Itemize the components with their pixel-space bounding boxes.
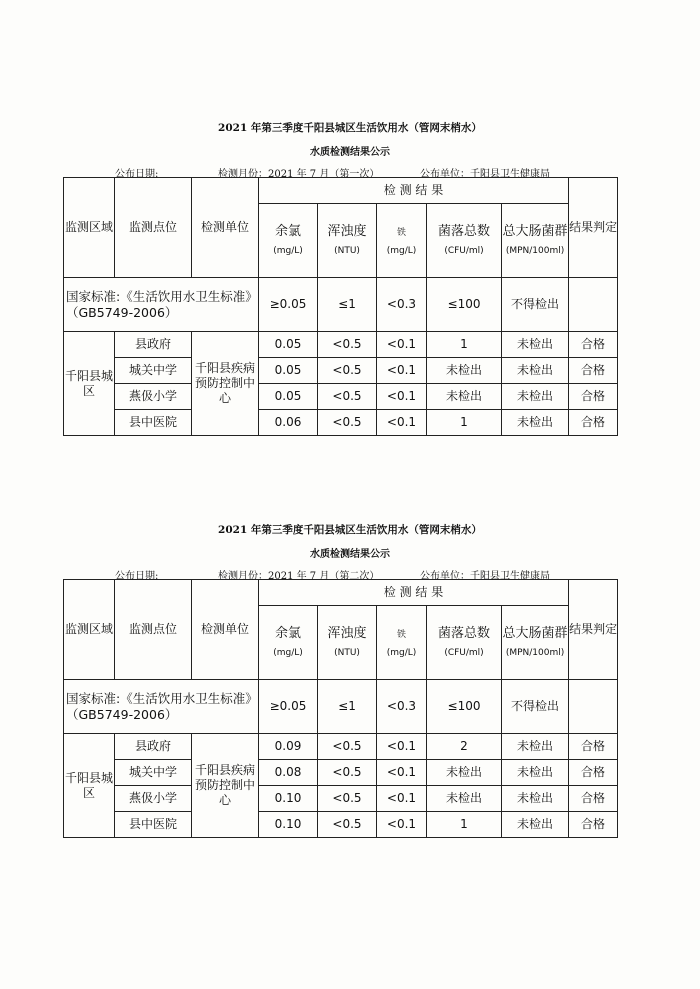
table-row bbox=[64, 812, 618, 838]
water-quality-table bbox=[63, 579, 618, 838]
site: 燕伋小学 bbox=[115, 384, 192, 410]
header-turbidity-unit: (NTU) bbox=[334, 246, 360, 256]
header-colony bbox=[427, 606, 502, 680]
header-coliform-unit: (MPN/100ml) bbox=[505, 246, 565, 256]
coliform-value: 未检出 bbox=[502, 760, 569, 786]
colony-value: 1 bbox=[427, 812, 502, 838]
coliform-value: 未检出 bbox=[502, 384, 569, 410]
report-title: 2021 年第三季度千阳县城区生活饮用水（管网末梢水） bbox=[218, 524, 482, 536]
chlorine-value: 0.06 bbox=[259, 410, 318, 436]
chlorine-value: 0.05 bbox=[259, 332, 318, 358]
turbidity-value: <0.5 bbox=[318, 734, 377, 760]
chlorine-value: 0.05 bbox=[259, 358, 318, 384]
standard-colony: ≤100 bbox=[427, 680, 502, 734]
site: 城关中学 bbox=[115, 358, 192, 384]
header-coliform-label: 总大肠菌群 bbox=[502, 625, 568, 641]
header-coliform bbox=[502, 204, 569, 278]
table-row bbox=[64, 384, 618, 410]
header-coliform-label: 总大肠菌群 bbox=[502, 223, 568, 239]
standard-row bbox=[64, 278, 618, 332]
iron-value: <0.1 bbox=[377, 786, 427, 812]
chlorine-value: 0.08 bbox=[259, 760, 318, 786]
standard-judgement-empty bbox=[569, 680, 618, 734]
header-colony bbox=[427, 204, 502, 278]
iron-value: <0.1 bbox=[377, 332, 427, 358]
header-region: 监测区域 bbox=[64, 178, 115, 278]
site: 县政府 bbox=[115, 332, 192, 358]
coliform-value: 未检出 bbox=[502, 812, 569, 838]
header-judgement: 结果判定 bbox=[569, 580, 618, 680]
chlorine-value: 0.10 bbox=[259, 812, 318, 838]
header-colony-label: 菌落总数 bbox=[437, 625, 490, 641]
table-row bbox=[64, 734, 618, 760]
result-value: 合格 bbox=[569, 358, 618, 384]
turbidity-value: <0.5 bbox=[318, 760, 377, 786]
turbidity-value: <0.5 bbox=[318, 384, 377, 410]
header-iron bbox=[377, 606, 427, 680]
site: 燕伋小学 bbox=[115, 786, 192, 812]
site: 县中医院 bbox=[115, 410, 192, 436]
header-iron-unit: (mg/L) bbox=[386, 647, 417, 658]
chlorine-value: 0.09 bbox=[259, 734, 318, 760]
standard-iron: <0.3 bbox=[377, 680, 427, 734]
standard-colony: ≤100 bbox=[427, 278, 502, 332]
result-value: 合格 bbox=[569, 786, 618, 812]
colony-value: 未检出 bbox=[427, 786, 502, 812]
header-site: 监测点位 bbox=[115, 178, 192, 278]
header-region: 监测区域 bbox=[64, 580, 115, 680]
report-subtitle: 水质检测结果公示 bbox=[310, 549, 390, 560]
standard-turbidity: ≤1 bbox=[318, 680, 377, 734]
standard-label: 国家标准:《生活饮用水卫生标准》（GB5749-2006） bbox=[64, 680, 259, 734]
standard-coliform: 不得检出 bbox=[502, 680, 569, 734]
header-chlorine bbox=[259, 606, 318, 680]
table-row bbox=[64, 358, 618, 384]
table-row bbox=[64, 760, 618, 786]
result-value: 合格 bbox=[569, 384, 618, 410]
iron-value: <0.1 bbox=[377, 760, 427, 786]
header-iron-label: 铁 bbox=[396, 228, 406, 239]
standard-chlorine: ≥0.05 bbox=[259, 278, 318, 332]
header-iron-unit: (mg/L) bbox=[386, 245, 417, 256]
colony-value: 未检出 bbox=[427, 358, 502, 384]
iron-value: <0.1 bbox=[377, 734, 427, 760]
turbidity-value: <0.5 bbox=[318, 410, 377, 436]
table-row bbox=[64, 786, 618, 812]
header-chlorine-label: 余氯 bbox=[274, 625, 301, 641]
header-chlorine bbox=[259, 204, 318, 278]
chlorine-value: 0.10 bbox=[259, 786, 318, 812]
result-value: 合格 bbox=[569, 812, 618, 838]
header-coliform bbox=[502, 606, 569, 680]
test-month: 检测月份：2021 年 7 月（第一次） bbox=[218, 169, 380, 180]
colony-value: 2 bbox=[427, 734, 502, 760]
header-chlorine-unit: (mg/L) bbox=[273, 648, 303, 658]
table-row bbox=[64, 410, 618, 436]
iron-value: <0.1 bbox=[377, 358, 427, 384]
colony-value: 未检出 bbox=[427, 384, 502, 410]
standard-iron: <0.3 bbox=[377, 278, 427, 332]
water-quality-table bbox=[63, 177, 618, 436]
colony-value: 1 bbox=[427, 332, 502, 358]
header-colony-unit: (CFU/ml) bbox=[444, 246, 484, 256]
iron-value: <0.1 bbox=[377, 812, 427, 838]
result-value: 合格 bbox=[569, 734, 618, 760]
header-chlorine-label: 余氯 bbox=[274, 223, 301, 239]
test-month: 检测月份：2021 年 7 月（第二次） bbox=[218, 571, 380, 582]
iron-value: <0.1 bbox=[377, 384, 427, 410]
header-unit: 检测单位 bbox=[192, 178, 259, 278]
testing-unit-cell: 千阳县疾病预防控制中心 bbox=[192, 332, 259, 436]
header-site: 监测点位 bbox=[115, 580, 192, 680]
header-turbidity bbox=[318, 204, 377, 278]
turbidity-value: <0.5 bbox=[318, 786, 377, 812]
standard-row bbox=[64, 680, 618, 734]
turbidity-value: <0.5 bbox=[318, 358, 377, 384]
header-iron-label: 铁 bbox=[396, 630, 406, 641]
header-results: 检 测 结 果 bbox=[259, 178, 569, 204]
region-cell: 千阳县城区 bbox=[64, 332, 115, 436]
colony-value: 1 bbox=[427, 410, 502, 436]
publish-date-label: 公布日期: bbox=[115, 169, 159, 180]
report-subtitle: 水质检测结果公示 bbox=[310, 147, 390, 158]
region-cell: 千阳县城区 bbox=[64, 734, 115, 838]
testing-unit-cell: 千阳县疾病预防控制中心 bbox=[192, 734, 259, 838]
header-iron bbox=[377, 204, 427, 278]
header-turbidity-label: 浑浊度 bbox=[327, 223, 367, 239]
result-value: 合格 bbox=[569, 760, 618, 786]
publish-date-label: 公布日期: bbox=[115, 571, 159, 582]
result-value: 合格 bbox=[569, 410, 618, 436]
coliform-value: 未检出 bbox=[502, 332, 569, 358]
header-unit: 检测单位 bbox=[192, 580, 259, 680]
header-results: 检 测 结 果 bbox=[259, 580, 569, 606]
turbidity-value: <0.5 bbox=[318, 332, 377, 358]
standard-label: 国家标准:《生活饮用水卫生标准》（GB5749-2006） bbox=[64, 278, 259, 332]
standard-coliform: 不得检出 bbox=[502, 278, 569, 332]
header-judgement: 结果判定 bbox=[569, 178, 618, 278]
header-chlorine-unit: (mg/L) bbox=[273, 246, 303, 256]
iron-value: <0.1 bbox=[377, 410, 427, 436]
site: 县中医院 bbox=[115, 812, 192, 838]
coliform-value: 未检出 bbox=[502, 786, 569, 812]
colony-value: 未检出 bbox=[427, 760, 502, 786]
turbidity-value: <0.5 bbox=[318, 812, 377, 838]
chlorine-value: 0.05 bbox=[259, 384, 318, 410]
header-turbidity-label: 浑浊度 bbox=[327, 625, 367, 641]
header-turbidity bbox=[318, 606, 377, 680]
header-colony-label: 菌落总数 bbox=[437, 223, 490, 239]
publisher: 公布单位：千阳县卫生健康局 bbox=[420, 571, 550, 582]
header-coliform-unit: (MPN/100ml) bbox=[505, 648, 565, 658]
standard-turbidity: ≤1 bbox=[318, 278, 377, 332]
table-row bbox=[64, 332, 618, 358]
report-title: 2021 年第三季度千阳县城区生活饮用水（管网末梢水） bbox=[218, 122, 482, 134]
coliform-value: 未检出 bbox=[502, 734, 569, 760]
result-value: 合格 bbox=[569, 332, 618, 358]
site: 城关中学 bbox=[115, 760, 192, 786]
coliform-value: 未检出 bbox=[502, 410, 569, 436]
header-colony-unit: (CFU/ml) bbox=[444, 648, 484, 658]
site: 县政府 bbox=[115, 734, 192, 760]
standard-chlorine: ≥0.05 bbox=[259, 680, 318, 734]
coliform-value: 未检出 bbox=[502, 358, 569, 384]
header-turbidity-unit: (NTU) bbox=[334, 648, 360, 658]
standard-judgement-empty bbox=[569, 278, 618, 332]
publisher: 公布单位：千阳县卫生健康局 bbox=[420, 169, 550, 180]
